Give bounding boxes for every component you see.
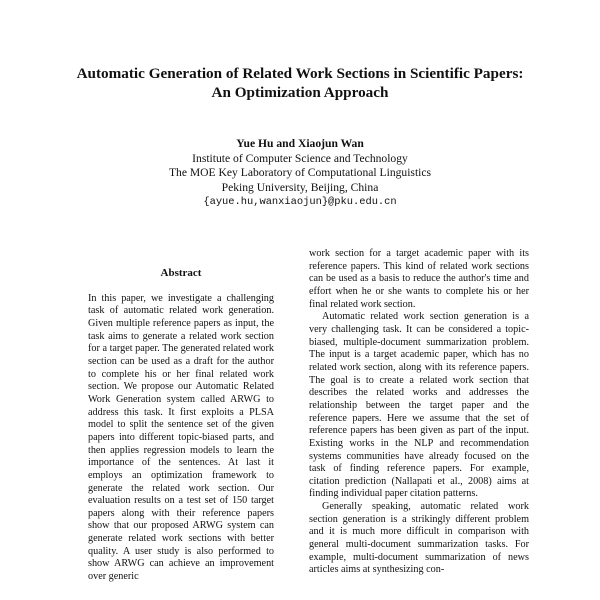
author-email: {ayue.hu,wanxiaojun}@pku.edu.cn (203, 196, 397, 209)
abstract-text: In this paper, we investigate a challenging task of automatic related work generation. Given multiple reference papers as input, the task aims to generate a related work section for a target paper. The generated related work section can be used as a draft for the author to complete his or her final related work section. We propose our Automatic Related Work Generation system called ARWG to address this task. It first exploits a PLSA model to split the sentence set of the given papers into different topic-biased parts, and then applies regression models to learn the importance of the sentences. At last it employs an optimization framework to generate the related work section. Our evaluation results on a test set of 150 target papers along with their reference papers show that our proposed ARWG system can generate related work sections with better quality. A user study is also performed to show ARWG can achieve an improvement over generic (88, 292, 274, 583)
affiliation-line-1: Institute of Computer Science and Technology (192, 151, 408, 165)
intro-paragraph-3: Generally speaking, automatic related work section generation is a strikingly different problem and it is much more difficult in comparison with general multi-document summarization tasks. For example, multi-document summarization of news articles aims at synthesizing con- (309, 501, 529, 576)
title-line-1: Automatic Generation of Related Work Sections in Scientific Papers: (76, 65, 524, 82)
left-column (88, 267, 274, 584)
intro-paragraph-2: Automatic related work section generation is a very challenging task. It can be considered a topic-biased, multiple-document summarization problem. The input is a target academic paper, which has no related work section, along with its reference papers. The goal is to create a related work section that describes the related works and addresses the relationship between the target paper and the reference papers. Here we assume that the set of reference papers has been given as part of the input. Existing works in the NLP and recommendation systems communities have already focused on the task of finding reference papers. For example, citation prediction (Nallapati et al., 2008) aims at finding individual paper citation patterns. (309, 311, 529, 500)
intro-paragraph-1: work section for a target academic paper with its reference papers. This kind of related work sections can be used as a basis to reduce the author's time and effort when he or she wants to complete his or her final related work section. (309, 248, 529, 310)
author-names: Yue Hu and Xiaojun Wan (236, 137, 364, 150)
abstract-heading: Abstract (160, 267, 202, 279)
paper-title (40, 64, 560, 102)
affiliation-line-3: Peking University, Beijing, China (221, 180, 379, 194)
affiliation-line-2: The MOE Key Laboratory of Computational Linguistics (168, 166, 432, 180)
title-line-2: An Optimization Approach (211, 84, 389, 101)
right-column (309, 248, 529, 577)
author-block (80, 137, 520, 210)
